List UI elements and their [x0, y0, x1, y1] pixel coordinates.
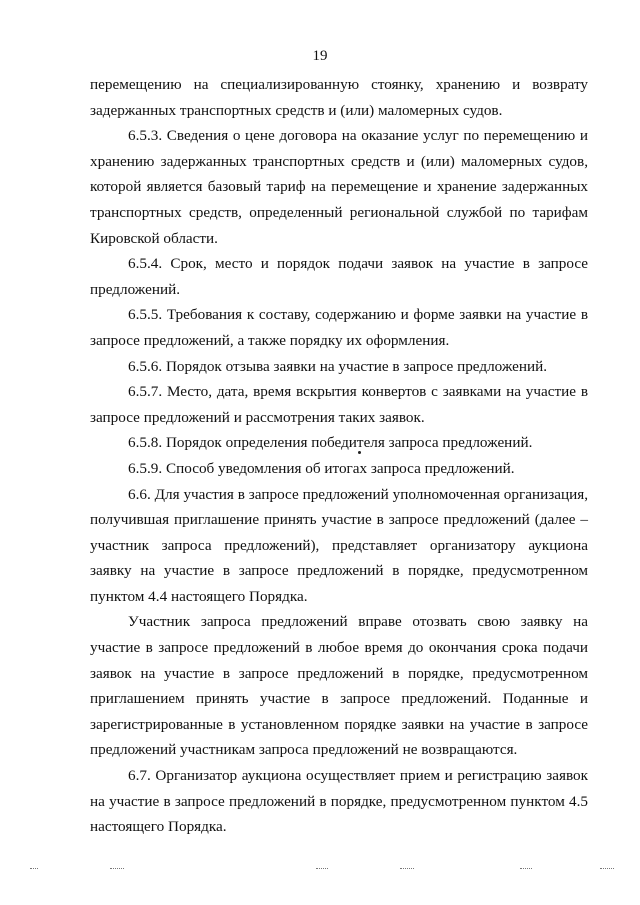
paragraph-participant-withdrawal: Участник запроса предложений вправе отозвать свою заявку на участие в запросе предложений в любое время до окончания срока подачи заявок на участие в запросе предложений в порядке, предусмотренном приглашением принять участие в запросе предложений. Поданные и зарегистрированные в установленном порядке заявки на участие в запросе предложений участникам запроса предложений не возвращаются.	[90, 613, 588, 759]
scan-mark	[400, 868, 414, 870]
scan-mark	[30, 868, 38, 870]
scan-speck	[358, 451, 361, 454]
paragraph-continuation: перемещению на специализированную стоянку, хранению и возврату задержанных транспортных средств и (или) маломерных судов.	[90, 76, 588, 119]
paragraph-6-5-9: 6.5.9. Способ уведомления об итогах запроса предложений.	[128, 459, 515, 477]
paragraph-6-5-6: 6.5.6. Порядок отзыва заявки на участие в запросе предложений.	[128, 357, 548, 375]
paragraph-6-5-5: 6.5.5. Требования к составу, содержанию и форме заявки на участие в запросе предложений, а также порядку их оформления.	[90, 306, 588, 349]
scan-mark	[600, 868, 614, 870]
paragraph-6-5-7: 6.5.7. Место, дата, время вскрытия конвертов с заявками на участие в запросе предложений и рассмотрения таких заявок.	[90, 383, 588, 426]
scan-edge-marks	[0, 868, 640, 878]
scan-mark	[110, 868, 124, 870]
document-body	[90, 72, 588, 840]
paragraph-6-7: 6.7. Организатор аукциона осуществляет прием и регистрацию заявок на участие в запросе предложений в порядке, предусмотренном пунктом 4.5 настоящего Порядка.	[90, 767, 588, 836]
paragraph-6-5-8: 6.5.8. Порядок определения победителя запроса предложений.	[128, 434, 533, 452]
scan-mark	[520, 868, 532, 870]
paragraph-6-5-3: 6.5.3. Сведения о цене договора на оказание услуг по перемещению и хранению задержанных транспортных средств и (или) маломерных судов, которой является базовый тариф на перемещение и хранение задержанных транспортных средств, определенный региональной службой по тарифам Кировской области.	[90, 127, 588, 247]
paragraph-6-5-4: 6.5.4. Срок, место и порядок подачи заявок на участие в запросе предложений.	[90, 255, 588, 298]
scan-mark	[316, 868, 328, 870]
page-number: 19	[312, 48, 328, 64]
paragraph-6-6: 6.6. Для участия в запросе предложений уполномоченная организация, получившая приглашение принять участие в запросе предложений (далее – участник запроса предложений), представляет организатору аукциона заявку на участие в запросе предложений в порядке, предусмотренном пунктом 4.4 настоящего Порядка.	[90, 485, 588, 605]
